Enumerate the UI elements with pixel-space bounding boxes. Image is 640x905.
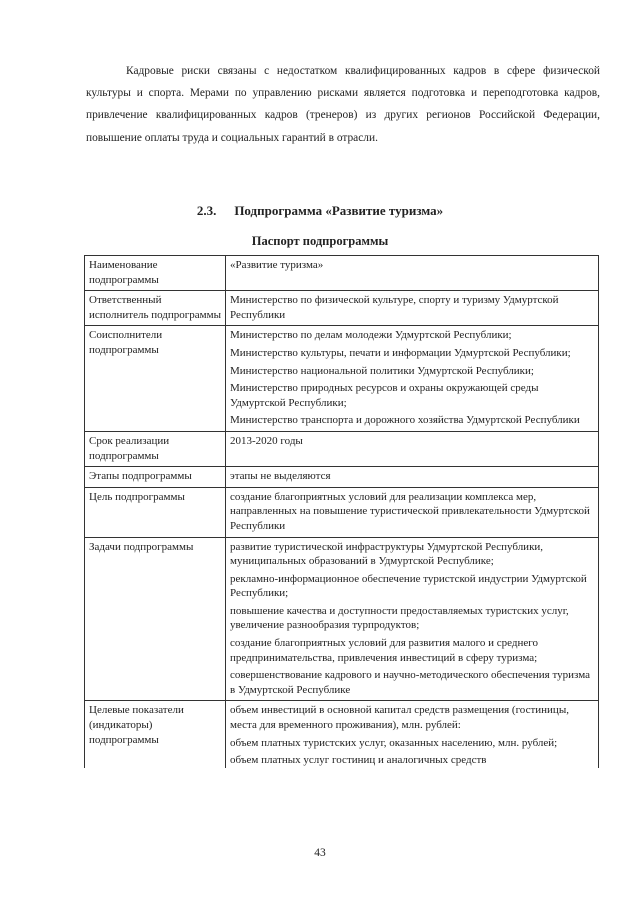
section-title: Подпрограмма «Развитие туризма» xyxy=(234,203,444,218)
section-heading xyxy=(0,203,640,219)
row-item: 2013-2020 годы xyxy=(230,434,303,447)
row-label: Задачи подпрограммы xyxy=(85,537,226,701)
row-item: Министерство национальной политики Удмуртской Республики; xyxy=(230,364,534,377)
table-row xyxy=(85,431,599,466)
row-item: Министерство транспорта и дорожного хозяйства Удмуртской Республики xyxy=(230,414,580,427)
row-value xyxy=(226,701,599,768)
row-item: «Развитие туризма» xyxy=(230,259,324,271)
row-item: этапы не выделяются xyxy=(230,470,331,483)
table-row xyxy=(85,291,599,326)
table-row xyxy=(85,467,599,488)
row-label: Наименование подпрограммы xyxy=(85,256,226,291)
passport-table xyxy=(84,255,599,768)
row-label: Ответственный исполнитель подпрограммы xyxy=(85,291,226,326)
row-value xyxy=(226,487,599,537)
row-label: Этапы подпрограммы xyxy=(85,467,226,488)
row-item: объем платных туристских услуг, оказанных населению, млн. рублей; xyxy=(230,736,558,749)
section-number: 2.3. xyxy=(196,203,217,218)
row-item: рекламно-информационное обеспечение туристской индустрии Удмуртской Республики; xyxy=(230,572,587,600)
table-title: Паспорт подпрограммы xyxy=(251,234,389,248)
row-label: Соисполнители подпрограммы xyxy=(85,326,226,432)
row-item: Министерство культуры, печати и информации Удмуртской Республики; xyxy=(230,346,571,359)
row-value xyxy=(226,256,599,291)
table-row xyxy=(85,537,599,701)
row-label: Целевые показатели (индикаторы) подпрограммы xyxy=(85,701,226,768)
intro-text xyxy=(86,60,600,149)
row-value xyxy=(226,431,599,466)
row-item: создание благоприятных условий для развития малого и среднего предпринимательства, привлечения инвестиций в сферу туризма; xyxy=(230,637,539,664)
row-item: совершенствование кадрового и научно-методического обеспечения туризма в Удмуртской Республике xyxy=(230,669,590,696)
row-value xyxy=(226,291,599,326)
row-item: объем инвестиций в основной капитал средств размещения (гостиницы, места для временного проживания), млн. рублей: xyxy=(230,704,569,732)
intro-paragraph: Кадровые риски связаны с недостатком квалифицированных кадров в сфере физической культуры и спорта. Мерами по управлению рисками является подготовка и переподготовка кадров, привлечение квалифицированных кадров (тренеров) из других регионов Российской Федерации, повышение оплаты труда и социальных гарантий в отрасли. xyxy=(86,65,600,144)
table-row xyxy=(85,487,599,537)
row-value xyxy=(226,537,599,701)
row-item: Министерство природных ресурсов и охраны окружающей среды Удмуртской Республики; xyxy=(230,382,539,409)
row-item: Министерство по физической культуре, спорту и туризму Удмуртской Республики xyxy=(230,294,559,321)
row-item: развитие туристической инфраструктуры Удмуртской Республики, муниципальных образований в Удмуртской Республике; xyxy=(230,540,544,568)
table-row xyxy=(85,701,599,768)
row-value xyxy=(226,467,599,488)
table-row xyxy=(85,256,599,291)
page-number: 43 xyxy=(314,847,326,859)
row-value xyxy=(226,326,599,432)
row-item: создание благоприятных условий для реализации комплекса мер, направленных на повышение туристической привлекательности Удмуртской Республики xyxy=(230,490,590,532)
row-item: Министерство по делам молодежи Удмуртской Республики; xyxy=(230,329,512,342)
row-item: объем платных услуг гостиниц и аналогичных средств xyxy=(230,754,487,767)
table-row xyxy=(85,326,599,432)
row-label: Цель подпрограммы xyxy=(85,487,226,537)
row-item: повышение качества и доступности предоставляемых туристских услуг, увеличение разнообразия турпродуктов; xyxy=(230,604,569,632)
row-label: Срок реализации подпрограммы xyxy=(85,431,226,466)
